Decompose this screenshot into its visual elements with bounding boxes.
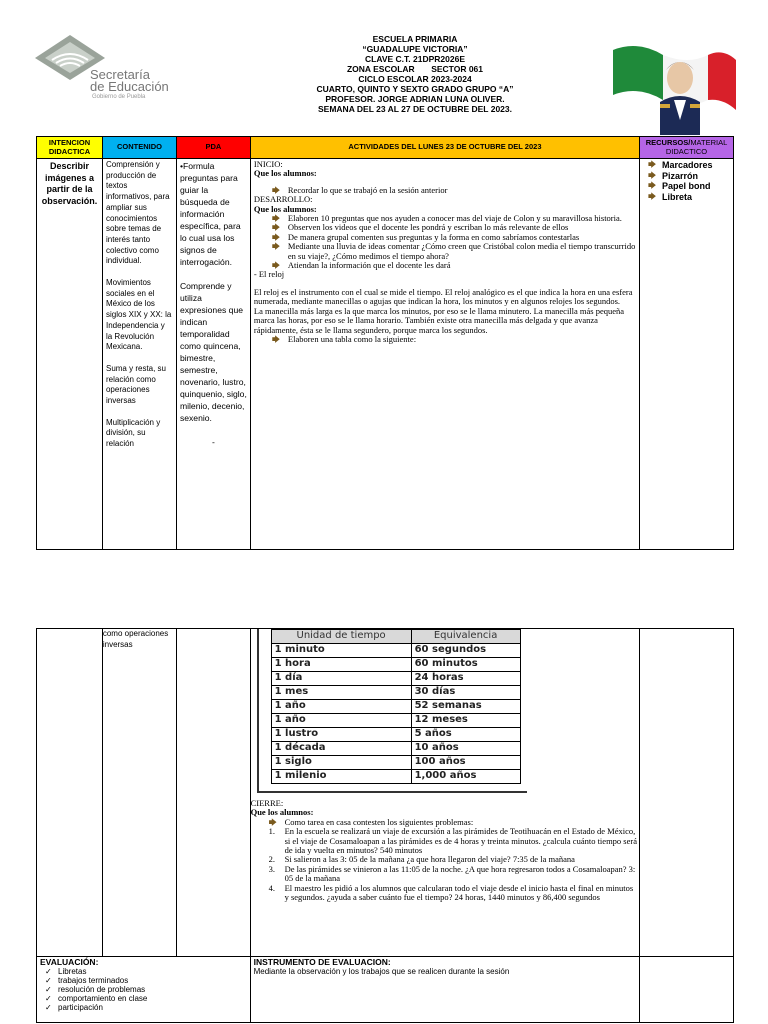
time-equiv-cell: 10 años — [411, 742, 520, 756]
evaluacion-text: comportamiento en clase — [58, 994, 148, 1003]
logo-text-line1: Secretaría — [90, 67, 150, 82]
col-intencion-header: INTENCION DIDACTICA — [37, 137, 103, 159]
time-unit-cell: 1 año — [271, 714, 411, 728]
time-table-row — [271, 686, 520, 700]
instrumento-cell — [250, 957, 640, 1023]
que-alumnos-text: Que los alumnos — [250, 807, 311, 818]
activity-text: De manera grupal comenten sus preguntas y la forma en como sabríamos contestarlas — [287, 231, 580, 242]
inicio-label: INICIO: — [253, 159, 283, 169]
header-line: CUARTO, QUINTO Y SEXTO GRADO GRUPO “A” — [316, 84, 514, 94]
time-table-row — [271, 770, 520, 784]
check-icon: ✓ — [45, 1003, 52, 1012]
activity-item — [254, 186, 636, 195]
problem-number: 4. — [268, 882, 275, 893]
planning-table-continued — [36, 628, 734, 1023]
que-alumnos-label: Que los alumnos: — [253, 203, 317, 214]
arrow-bullet-icon: 🡆 — [271, 334, 281, 344]
activity-item — [254, 261, 636, 270]
time-table-wrapper — [251, 629, 640, 795]
recurso-text: Pizarrón — [662, 170, 699, 181]
instrumento-empty-cell — [640, 957, 734, 1023]
actividades-cont-cell — [250, 629, 640, 957]
recursos-cell — [640, 159, 734, 550]
planning-table — [36, 136, 734, 550]
col-pda-header: PDA — [176, 137, 250, 159]
evaluacion-title: EVALUACIÓN: — [40, 957, 99, 967]
contenido-item: Multiplicación y división, su relación — [105, 417, 161, 449]
time-equiv-cell: 1,000 años — [411, 770, 520, 784]
evaluacion-item — [40, 976, 247, 985]
time-unit-cell: 1 siglo — [271, 756, 411, 770]
pda-item: - — [211, 437, 215, 447]
check-icon: ✓ — [45, 976, 52, 985]
recurso-text: Libreta — [662, 191, 693, 202]
time-table-row — [271, 728, 520, 742]
arrow-bullet-icon: 🡆 — [271, 242, 281, 252]
header-line: ESCUELA PRIMARIA — [372, 34, 458, 44]
header-line: CLAVE C.T. 21DPR2026E — [365, 54, 465, 64]
contenido-cell — [102, 159, 176, 550]
problem-number: 1. — [268, 826, 275, 837]
header-line: ZONA ESCOLAR SECTOR 061 — [346, 64, 484, 74]
arrow-bullet-icon: 🡆 — [271, 214, 281, 224]
que-alumnos-label: Que los alumnos: — [250, 807, 314, 818]
contenido-item: Suma y resta, su relación como operaciones inversas — [105, 363, 167, 406]
activity-item — [254, 242, 636, 261]
time-table-row — [271, 714, 520, 728]
evaluacion-item — [40, 985, 247, 994]
time-unit-cell: 1 década — [271, 742, 411, 756]
time-equiv-cell: 60 segundos — [411, 644, 520, 658]
time-unit-cell: 1 año — [271, 700, 411, 714]
evaluation-row — [37, 957, 734, 1023]
check-icon: ✓ — [45, 967, 52, 976]
time-unit-cell: 1 mes — [271, 686, 411, 700]
time-equivalence-table — [271, 629, 521, 784]
desarrollo-label: DESARROLLO: — [253, 194, 313, 205]
time-table-row — [271, 672, 520, 686]
problem-item — [251, 865, 640, 884]
header-line: CICLO ESCOLAR 2023-2024 — [358, 74, 472, 84]
hero-flag-image — [608, 40, 738, 135]
time-equiv-cell: 12 meses — [411, 714, 520, 728]
recurso-item — [646, 160, 727, 171]
activity-item — [254, 335, 636, 344]
reloj-paragraph-2: La manecilla más larga es la que marca los minutos, por eso se le llama minutero. La manecilla más pequeña marca las horas, por eso se le llama horario. También existe otra manecilla más delgada y que avanza rápidamente, ésta se le llama segundero, porque marca los segundos. — [253, 305, 625, 335]
recursos-header-rest: MATERIAL DIDACTICO — [665, 138, 728, 156]
activity-text: Elaboren una tabla como la siguiente: — [287, 333, 417, 344]
arrow-bullet-icon: 🡆 — [271, 223, 281, 233]
problem-text: El maestro les pidió a los alumnos que calcularan todo el viaje desde el inicio hasta el final en minutos y segundos. ¿ayuda a saber cuánto fue el tiempo? 24 horas, 1440 minutos y 86,400 segundos — [284, 882, 634, 903]
activity-text: Observen los videos que el docente les pondrá y escriban lo más relevante de ellos — [287, 222, 569, 233]
problem-number: 2. — [268, 854, 275, 865]
evaluacion-text: trabajos terminados — [58, 976, 129, 985]
contenido-item: Movimientos sociales en el México de los siglos XIX y XX: la Independencia y la Revolución Mexicana. — [105, 278, 172, 352]
header-line: SEMANA DEL 23 AL 27 DE OCTUBRE DEL 2023. — [318, 104, 512, 114]
que-alumnos-text: Que los alumnos — [253, 168, 314, 179]
logo-text-line2: de Educación — [90, 79, 169, 94]
pda-cell — [176, 159, 250, 550]
time-unit-cell: 1 minuto — [271, 644, 411, 658]
que-alumnos-text: Que los alumnos — [253, 203, 314, 214]
time-equiv-cell: 52 semanas — [411, 700, 520, 714]
time-equiv-cell: 100 años — [411, 756, 520, 770]
check-icon: ✓ — [45, 994, 52, 1003]
activity-text: Elaboren 10 preguntas que nos ayuden a conocer mas del viaje de Colon y su maravillosa historia. — [287, 213, 622, 224]
problem-number: 3. — [268, 863, 275, 874]
planning-body-row — [37, 159, 734, 550]
time-table-header: Equivalencia — [411, 630, 520, 644]
evaluacion-cell — [37, 957, 251, 1023]
recursos-header-bold: RECURSOS/ — [645, 138, 691, 147]
evaluacion-item — [40, 994, 247, 1003]
evaluacion-text: resolución de problemas — [58, 985, 146, 994]
problem-text: De las pirámides se vinieron a las 11:05 de la noche. ¿A que hora regresaron todos a Cosamaloapan? 3: 05 de la mañana — [284, 863, 636, 884]
cierre-label: CIERRE: — [250, 798, 284, 808]
intencion-cont-cell — [37, 629, 103, 957]
reloj-paragraph-1: El reloj es el instrumento con el cual se mide el tiempo. El reloj analógico es el que indica la hora en una esfera numerada, mediante manecillas o agujas que indican la hora, los minutos y en algunos relojes los segundos. — [253, 286, 633, 307]
time-table-header: Unidad de tiempo — [271, 630, 411, 644]
time-equiv-cell: 30 días — [411, 686, 520, 700]
recurso-item — [646, 192, 727, 203]
evaluacion-text: participación — [58, 1003, 103, 1012]
arrow-bullet-icon: 🡆 — [648, 160, 657, 169]
instrumento-title: INSTRUMENTO DE EVALUACION: — [253, 957, 391, 967]
time-unit-cell: 1 milenio — [271, 770, 411, 784]
activity-text: Mediante una lluvia de ideas comentar ¿Cómo creen que Cristóbal colon media el tiempo transcurrido en su viaje?, ¿Cómo medimos el tiempo ahora? — [287, 241, 636, 261]
school-header — [220, 34, 610, 114]
activity-text: Recordar lo que se trabajó en la sesión anterior — [287, 184, 448, 195]
time-table-row — [271, 644, 520, 658]
problem-text: Si salieron a las 3: 05 de la mañana ¿a que hora llegaron del viaje? 7:35 de la mañana — [284, 854, 575, 865]
pda-cont-cell — [176, 629, 250, 957]
contenido-cont-cell: como operaciones inversas — [102, 629, 176, 957]
pda-item: Comprende y utiliza expresiones que indican temporalidad como quincena, bimestre, semestre, novenario, lustro, quinquenio, siglo, milenio, decenio, sexenio. — [179, 281, 247, 423]
check-icon: ✓ — [45, 985, 52, 994]
planning-continued-row — [37, 629, 734, 957]
time-unit-cell: 1 lustro — [271, 728, 411, 742]
recurso-text: Papel bond — [662, 181, 711, 191]
planning-header-row — [37, 137, 734, 159]
col-contenido-header: CONTENIDO — [102, 137, 176, 159]
problem-item — [251, 827, 640, 855]
problem-text: En la escuela se realizará un viaje de excursión a las pirámides de Teotihuacán en el Estado de México, si el viaje de Cosamaloapan a las pirámides es de 4 horas y treinta minutos. ¿calcula cuánto tiempo será de ida y vuelta en minutos? 540 minutos — [284, 826, 637, 856]
time-unit-cell: 1 hora — [271, 658, 411, 672]
reloj-heading: - El reloj — [253, 269, 285, 280]
evaluacion-item — [40, 967, 247, 976]
activity-text: Como tarea en casa contesten los siguientes problemas: — [284, 816, 474, 827]
instrumento-text: Mediante la observación y los trabajos que se realicen durante la sesión — [253, 967, 510, 976]
arrow-bullet-icon: 🡆 — [271, 185, 281, 195]
time-equiv-cell: 60 minutos — [411, 658, 520, 672]
intencion-cell: Describir imágenes a partir de la observación. — [37, 159, 103, 550]
actividades-cell — [250, 159, 639, 550]
header-line: PROFESOR. JORGE ADRIAN LUNA OLIVER. — [325, 94, 505, 104]
recurso-item — [646, 171, 727, 182]
recursos-cont-cell — [640, 629, 734, 957]
problem-item — [251, 884, 640, 903]
time-equiv-cell: 24 horas — [411, 672, 520, 686]
arrow-bullet-icon: 🡆 — [271, 261, 281, 271]
arrow-bullet-icon: 🡆 — [648, 181, 657, 190]
recurso-text: Marcadores — [662, 160, 713, 170]
time-table-row — [271, 700, 520, 714]
time-table-header-row — [271, 630, 520, 644]
contenido-item: Comprensión y producción de textos informativos, para ampliar sus conocimientos sobre temas de interés tanto colectivo como individual. — [105, 160, 170, 266]
arrow-bullet-icon: 🡆 — [268, 817, 277, 827]
arrow-bullet-icon: 🡆 — [648, 191, 657, 201]
arrow-bullet-icon: 🡆 — [648, 170, 657, 180]
time-table-row — [271, 756, 520, 770]
arrow-bullet-icon: 🡆 — [271, 232, 281, 242]
header-line: “GUADALUPE VICTORIA” — [362, 44, 468, 54]
time-unit-cell: 1 día — [271, 672, 411, 686]
evaluacion-item — [40, 1003, 247, 1012]
time-table-row — [271, 742, 520, 756]
recurso-item — [646, 181, 727, 192]
col-actividades-header: ACTIVIDADES DEL LUNES 23 DE OCTUBRE DEL 2023 — [250, 137, 639, 159]
time-table-row — [271, 658, 520, 672]
logo-text-line3: Gobierno de Puebla — [92, 94, 146, 100]
time-equiv-cell: 5 años — [411, 728, 520, 742]
que-alumnos-label: Que los alumnos: — [253, 168, 317, 179]
activity-text: Atiendan la información que el docente les dará — [287, 260, 451, 271]
pda-item: •Formula preguntas para guiar la búsqueda de información específica, para lo cual usa los signos de interrogación. — [179, 161, 241, 267]
col-recursos-header — [640, 137, 734, 159]
evaluacion-text: Libretas — [58, 967, 87, 976]
